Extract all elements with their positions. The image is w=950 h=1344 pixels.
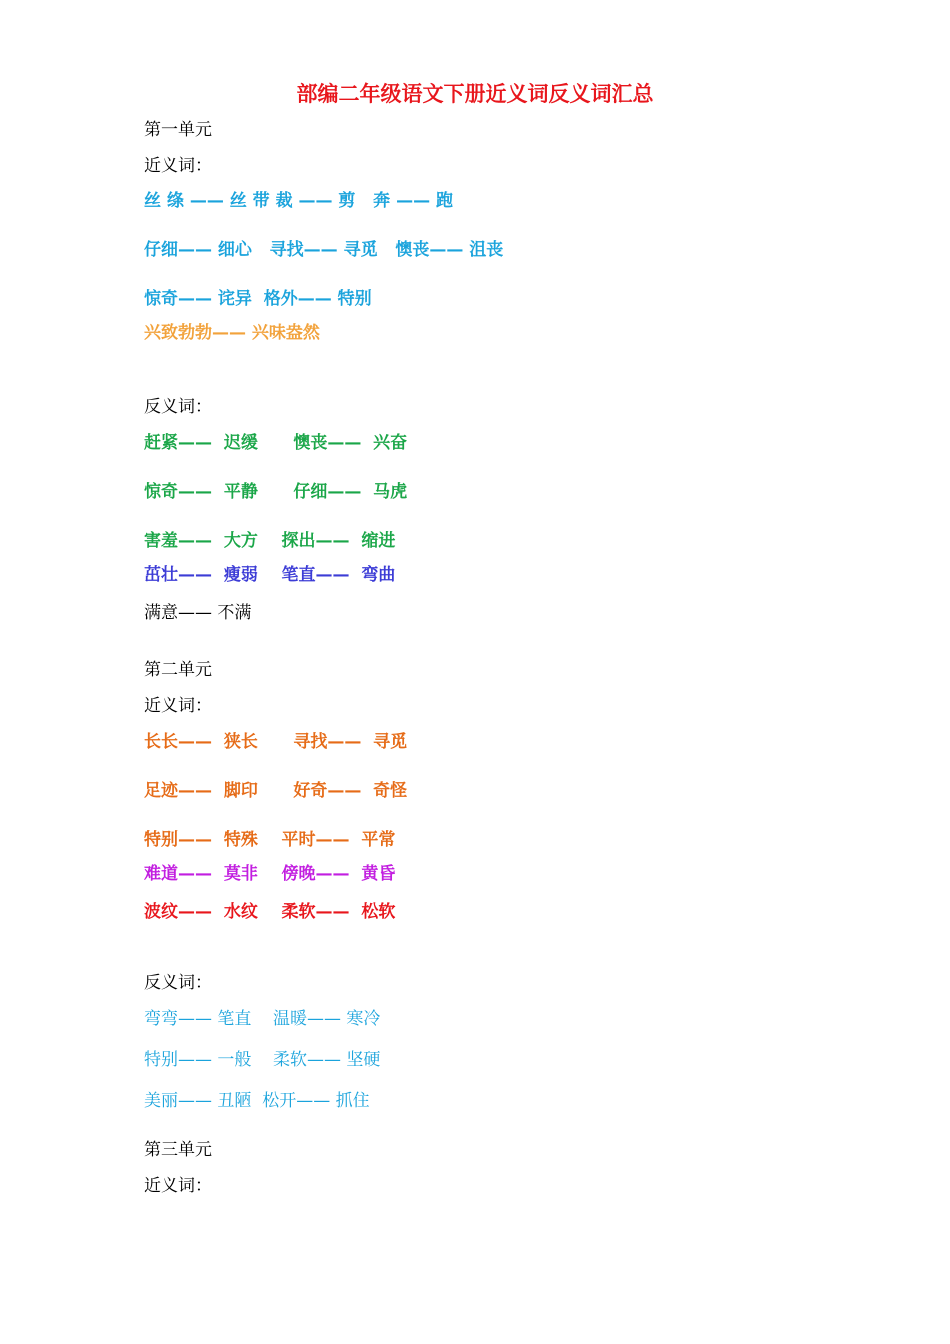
unit1-synonyms-label: 近义词：	[144, 156, 212, 176]
document-title: 部编二年级语文下册近义词反义词汇总	[296, 82, 654, 106]
unit1-synonym-line-2: 仔细—— 细心 寻找—— 寻觅 懊丧—— 沮丧	[144, 240, 504, 260]
unit2-synonym-line-2: 足迹—— 脚印 好奇—— 奇怪	[144, 781, 408, 801]
unit2-antonym-line-2: 特别—— 一般 柔软—— 坚硬	[144, 1050, 381, 1070]
unit1-antonyms-label: 反义词：	[144, 397, 212, 417]
unit1-antonym-line-4: 茁壮—— 瘦弱 笔直—— 弯曲	[144, 565, 396, 585]
unit2-heading: 第二单元	[144, 660, 212, 680]
unit1-antonym-line-2: 惊奇—— 平静 仔细—— 马虎	[144, 482, 408, 502]
unit2-antonyms-label: 反义词：	[144, 973, 212, 993]
unit2-synonym-line-5: 波纹—— 水纹 柔软—— 松软	[144, 902, 396, 922]
unit1-antonym-line-5: 满意—— 不满	[144, 603, 252, 623]
unit3-heading: 第三单元	[144, 1140, 212, 1160]
unit1-antonym-line-3: 害羞—— 大方 探出—— 缩进	[144, 531, 396, 551]
unit1-synonym-line-4: 兴致勃勃—— 兴味盎然	[144, 323, 320, 343]
unit2-antonym-line-1: 弯弯—— 笔直 温暖—— 寒冷	[144, 1009, 381, 1029]
unit1-synonym-line-1: 丝 绦 —— 丝 带 裁 —— 剪 奔 —— 跑	[144, 191, 454, 211]
unit1-synonym-line-3: 惊奇—— 诧异 格外—— 特别	[144, 289, 372, 309]
unit2-synonym-line-4: 难道—— 莫非 傍晚—— 黄昏	[144, 864, 396, 884]
unit2-synonyms-label: 近义词：	[144, 696, 212, 716]
unit2-synonym-line-1: 长长—— 狭长 寻找—— 寻觅	[144, 732, 408, 752]
unit3-synonyms-label: 近义词：	[144, 1176, 212, 1196]
unit1-antonym-line-1: 赶紧—— 迟缓 懊丧—— 兴奋	[144, 433, 408, 453]
unit2-synonym-line-3: 特别—— 特殊 平时—— 平常	[144, 830, 396, 850]
unit1-heading: 第一单元	[144, 120, 212, 140]
unit2-antonym-line-3: 美丽—— 丑陋 松开—— 抓住	[144, 1091, 370, 1111]
